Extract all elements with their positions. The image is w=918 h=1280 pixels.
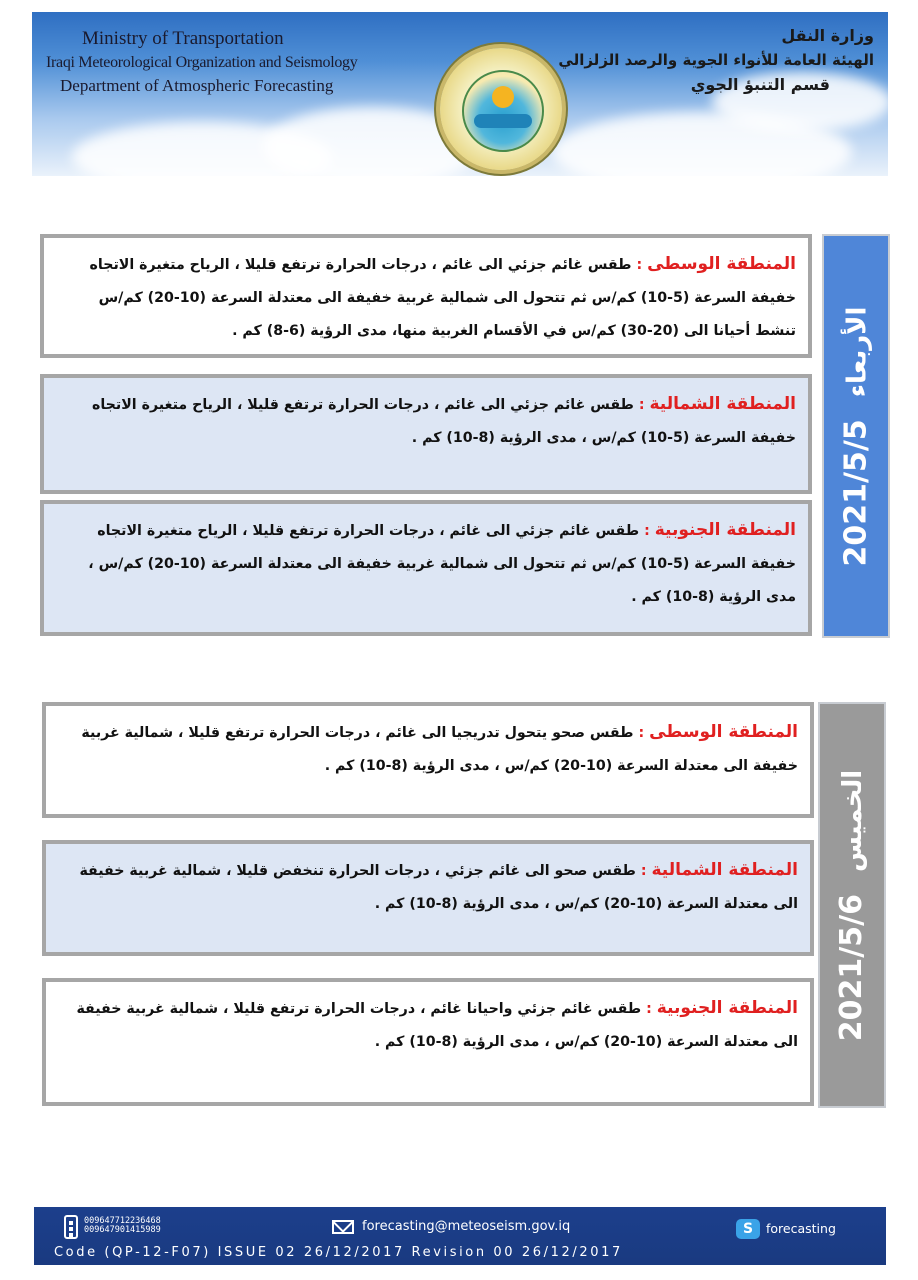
organization-name-ar: الهيئة العامة للأنواء الجوية والرصد الزلزالي (558, 51, 874, 69)
day-tab-wednesday (822, 234, 890, 638)
email-address[interactable]: forecasting@meteoseism.gov.iq (362, 1219, 571, 1234)
region-south-day2 (42, 978, 814, 1106)
sun-icon (492, 86, 514, 108)
ministry-name-en: Ministry of Transportation (82, 28, 284, 49)
region-forecast-text: طقس غائم جزئي الى غائم ، درجات الحرارة ترتفع قليلا ، الرياح متغيرة الاتجاه خفيفة السرعة (5-10) كم/س ، مدى الرؤية (8-10) كم . (91, 397, 796, 446)
phone-number: 009647901415989 (84, 1225, 161, 1235)
skype-icon: S (736, 1219, 760, 1239)
header-arabic (558, 26, 874, 94)
document-code-line: Code (QP-12-F07) ISSUE 02 26/12/2017 Revision 00 26/12/2017 (54, 1245, 623, 1260)
day-date: 2021/5/6 (834, 893, 870, 1041)
header-english (46, 28, 357, 96)
region-colon: : (646, 1001, 652, 1017)
region-title: المنطقة الجنوبية (656, 998, 798, 1018)
phone-numbers (84, 1217, 161, 1235)
region-forecast-text: طقس غائم جزئي الى غائم ، درجات الحرارة ترتفع قليلا ، الرياح متغيرة الاتجاه خفيفة السرعة (5-10) كم/س ثم تتحول الى شمالية غربية خفيفة الى معتدلة السرعة (10-20) كم/س تنشط أحيانا الى (20-30) كم/س في الأقسام الغربية منها، مدى الرؤية (6-8) كم . (89, 257, 796, 339)
region-central-day1 (40, 234, 812, 358)
region-north-day1 (40, 374, 812, 494)
region-colon: : (644, 523, 650, 539)
region-central-day2 (42, 702, 814, 818)
skype-handle[interactable]: forecasting (766, 1221, 836, 1236)
phone-number: 009647712236468 (84, 1216, 161, 1226)
region-title: المنطقة الشمالية (649, 394, 796, 414)
region-colon: : (638, 397, 645, 413)
day-date: 2021/5/5 (838, 418, 874, 566)
ministry-name-ar: وزارة النقل (781, 26, 874, 45)
region-south-day1 (40, 500, 812, 636)
phone-icon (64, 1215, 78, 1239)
header-banner (32, 12, 888, 176)
region-forecast-text: طقس صحو الى غائم جزئي ، درجات الحرارة تنخفض قليلا ، شمالية غربية خفيفة الى معتدلة السرعة (10-20) كم/س ، مدى الرؤية (8-10) كم . (79, 863, 798, 912)
region-title: المنطقة الوسطى (647, 254, 796, 274)
region-north-day2 (42, 840, 814, 956)
footer-bar (34, 1207, 886, 1265)
region-colon: : (636, 257, 643, 273)
organization-name-en: Iraqi Meteorological Organization and Seismology (46, 54, 358, 71)
region-colon: : (640, 863, 647, 879)
wave-icon (474, 114, 532, 128)
day-name: الأربعاء (842, 306, 873, 397)
mail-icon (332, 1220, 354, 1234)
region-forecast-text: طقس غائم جزئي الى غائم ، درجات الحرارة ترتفع قليلا ، الرياح متغيرة الاتجاه خفيفة السرعة (5-10) كم/س ثم تتحول الى شمالية غربية خفيفة الى معتدلة السرعة (10-20) كم/س ، مدى الرؤية (8-10) كم . (88, 523, 796, 605)
organization-seal-logo (440, 48, 562, 170)
day-name: الخميس (838, 769, 869, 872)
region-forecast-text: طقس صحو يتحول تدريجيا الى غائم ، درجات الحرارة ترتفع قليلا ، شمالية غربية خفيفة الى معتدلة السرعة (10-20) كم/س ، مدى الرؤية (8-10) كم . (81, 725, 798, 774)
region-colon: : (638, 725, 645, 741)
region-title: المنطقة الوسطى (649, 722, 798, 742)
department-name-ar: قسم التنبؤ الجوي (690, 75, 830, 94)
region-title: المنطقة الجنوبية (654, 520, 796, 540)
day-tab-thursday (818, 702, 886, 1108)
region-forecast-text: طقس غائم جزئي واحيانا غائم ، درجات الحرارة ترتفع قليلا ، شمالية غربية خفيفة الى معتدلة السرعة (10-20) كم/س ، مدى الرؤية (8-10) كم . (76, 1001, 798, 1050)
department-name-en: Department of Atmospheric Forecasting (60, 76, 334, 95)
region-title: المنطقة الشمالية (651, 860, 798, 880)
